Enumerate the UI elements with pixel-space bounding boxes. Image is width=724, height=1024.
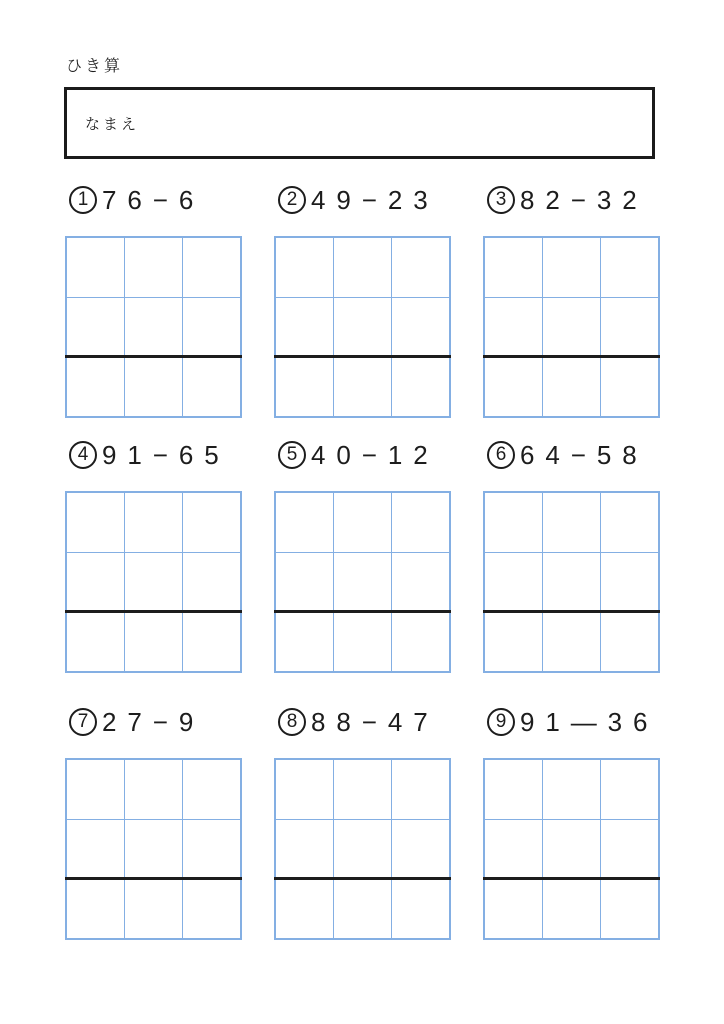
name-label: なまえ: [85, 116, 140, 133]
problem-label: [69, 705, 243, 739]
problem-label: [487, 438, 661, 472]
problem-expression: 91−65: [102, 439, 230, 470]
grid-line-horizontal: [276, 297, 449, 299]
grid-line-vertical: [182, 760, 184, 938]
problem-label: [278, 183, 452, 217]
problem-label: [487, 705, 661, 739]
problem-1: [65, 183, 243, 418]
grid-line-vertical: [182, 493, 184, 671]
answer-line: [274, 610, 451, 613]
problem-number-circle: 4: [69, 441, 97, 469]
grid-line-horizontal: [67, 297, 240, 299]
grid-line-vertical: [600, 760, 602, 938]
answer-line: [274, 355, 451, 358]
problem-label: [487, 183, 661, 217]
problem-8: [274, 705, 452, 940]
problem-expression: 91—36: [520, 706, 659, 737]
answer-line: [65, 877, 242, 880]
problem-3: [483, 183, 661, 418]
grid-line-horizontal: [67, 552, 240, 554]
problem-expression: 40−12: [311, 439, 439, 470]
answer-grid: [274, 491, 451, 673]
answer-grid: [483, 236, 660, 418]
problem-9: [483, 705, 661, 940]
answer-line: [483, 610, 660, 613]
problem-label: [278, 438, 452, 472]
problem-expression: 88−47: [311, 706, 439, 737]
grid-line-vertical: [542, 238, 544, 416]
problem-number-circle: 6: [487, 441, 515, 469]
grid-line-vertical: [333, 760, 335, 938]
problem-expression: 76−6: [102, 184, 205, 215]
problem-number-circle: 5: [278, 441, 306, 469]
grid-line-horizontal: [276, 819, 449, 821]
problem-number-circle: 7: [69, 708, 97, 736]
grid-line-vertical: [182, 238, 184, 416]
grid-line-horizontal: [276, 552, 449, 554]
answer-grid: [65, 491, 242, 673]
problem-number-circle: 8: [278, 708, 306, 736]
grid-line-horizontal: [67, 819, 240, 821]
answer-grid: [65, 758, 242, 940]
worksheet-title: ひき算: [66, 58, 124, 75]
problem-number-circle: 1: [69, 186, 97, 214]
problem-label: [278, 705, 452, 739]
problem-label: [69, 183, 243, 217]
answer-line: [65, 355, 242, 358]
answer-line: [483, 877, 660, 880]
grid-line-vertical: [391, 238, 393, 416]
grid-line-vertical: [124, 238, 126, 416]
problem-expression: 82−32: [520, 184, 648, 215]
problem-label: [69, 438, 243, 472]
answer-line: [483, 355, 660, 358]
grid-line-vertical: [542, 760, 544, 938]
answer-grid: [483, 758, 660, 940]
problem-6: [483, 438, 661, 673]
problem-expression: 49−23: [311, 184, 439, 215]
problem-4: [65, 438, 243, 673]
grid-line-horizontal: [485, 552, 658, 554]
answer-line: [65, 610, 242, 613]
grid-line-vertical: [542, 493, 544, 671]
problem-2: [274, 183, 452, 418]
answer-grid: [483, 491, 660, 673]
grid-line-vertical: [391, 760, 393, 938]
problem-5: [274, 438, 452, 673]
answer-grid: [274, 236, 451, 418]
problem-7: [65, 705, 243, 940]
answer-grid: [65, 236, 242, 418]
problem-expression: 64−58: [520, 439, 648, 470]
problem-expression: 27−9: [102, 706, 205, 737]
grid-line-vertical: [124, 493, 126, 671]
grid-line-vertical: [600, 493, 602, 671]
grid-line-horizontal: [485, 297, 658, 299]
problem-number-circle: 2: [278, 186, 306, 214]
name-box: [64, 87, 655, 159]
grid-line-vertical: [124, 760, 126, 938]
grid-line-vertical: [333, 238, 335, 416]
problem-number-circle: 9: [487, 708, 515, 736]
problem-number-circle: 3: [487, 186, 515, 214]
answer-grid: [274, 758, 451, 940]
answer-line: [274, 877, 451, 880]
grid-line-horizontal: [485, 819, 658, 821]
grid-line-vertical: [333, 493, 335, 671]
grid-line-vertical: [600, 238, 602, 416]
grid-line-vertical: [391, 493, 393, 671]
